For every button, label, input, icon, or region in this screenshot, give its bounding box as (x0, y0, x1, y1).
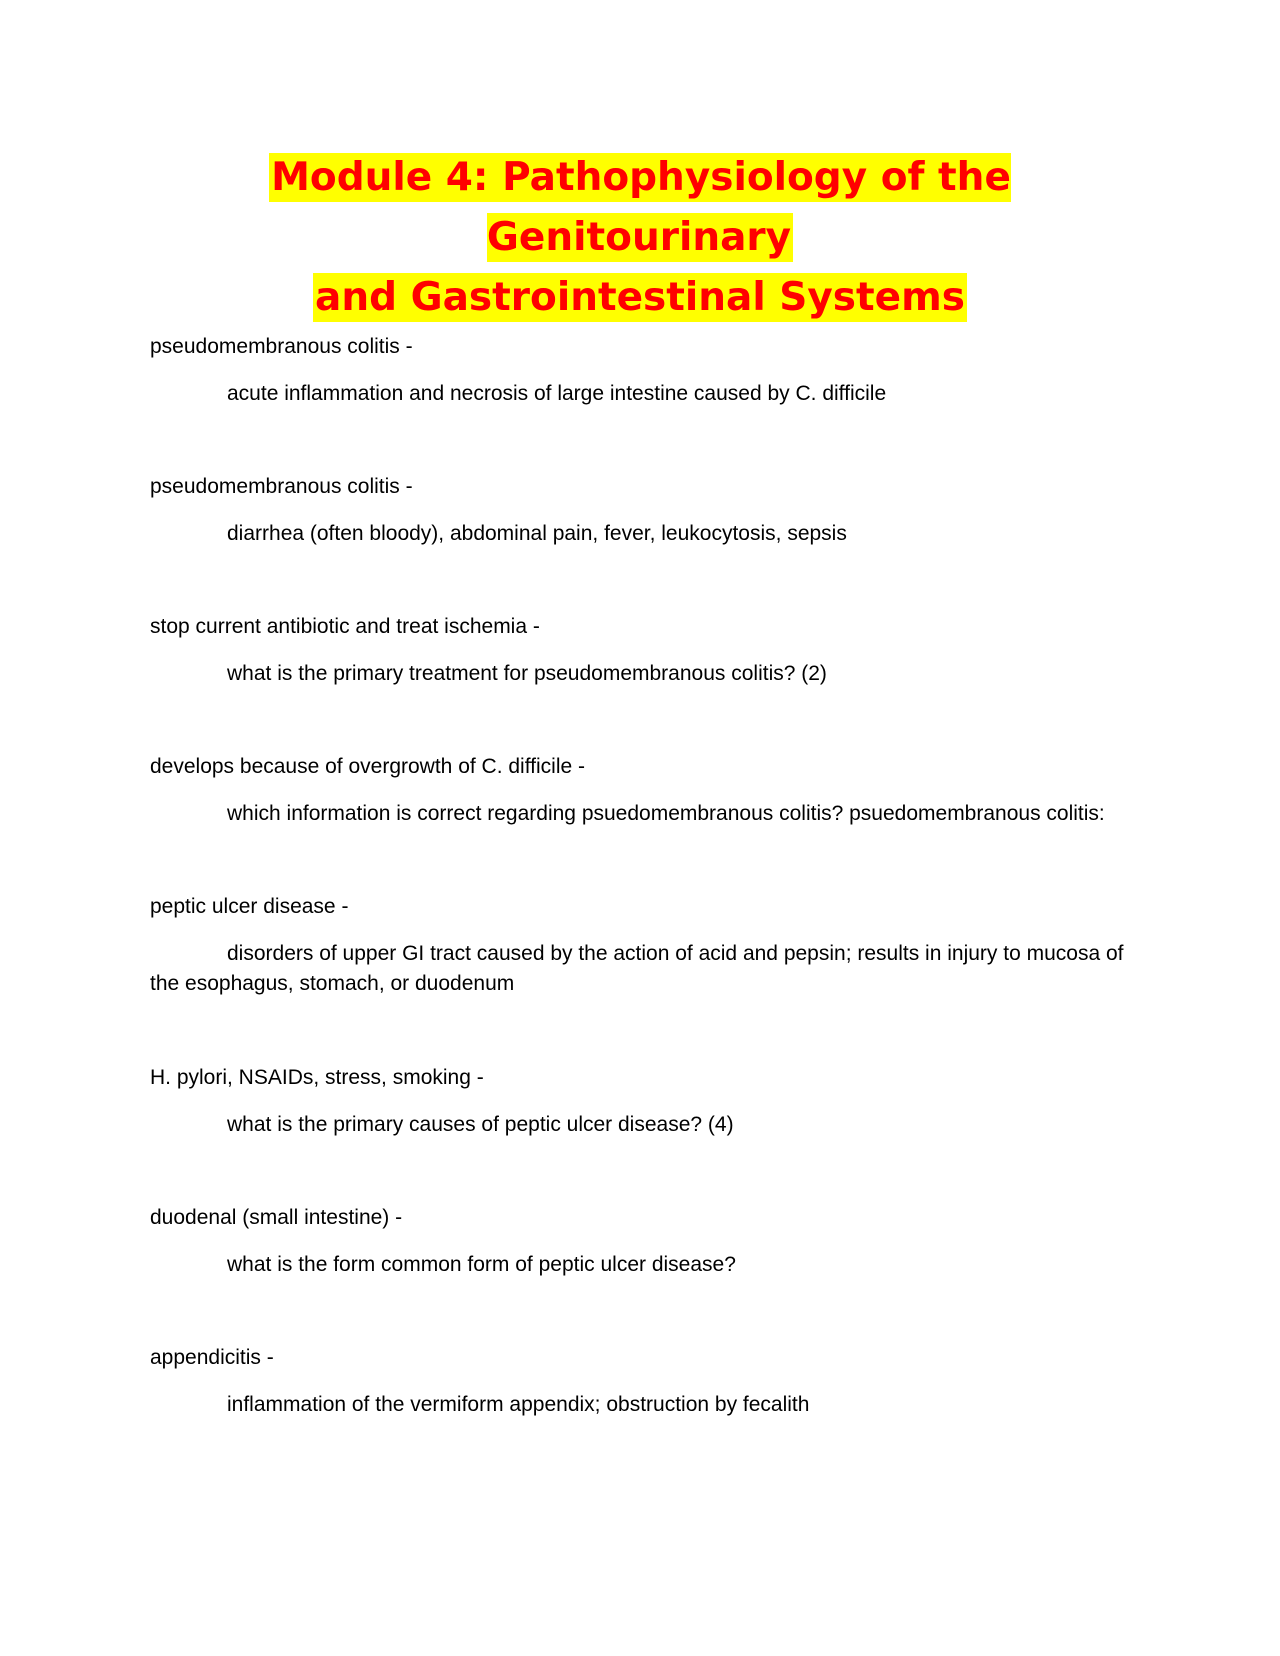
entry-term: peptic ulcer disease - (150, 895, 349, 918)
entry-term: pseudomembranous colitis - (150, 335, 413, 358)
entry-definition: what is the primary treatment for pseudomembranous colitis? (2) (227, 662, 827, 685)
flashcard-entry (150, 1063, 1130, 1203)
flashcard-entry (150, 472, 1130, 612)
entry-definition: acute inflammation and necrosis of large intestine caused by C. difficile (227, 382, 887, 405)
entry-term: stop current antibiotic and treat ischemia - (150, 615, 540, 638)
flashcard-entry (150, 752, 1130, 892)
page-title (120, 148, 1160, 328)
entry-definition: which information is correct regarding psuedomembranous colitis? psuedomembranous colitis: (227, 802, 1105, 825)
title-line-2: and Gastrointestinal Systems (315, 275, 965, 320)
flashcard-list (150, 332, 1130, 1483)
entry-term: pseudomembranous colitis - (150, 475, 413, 498)
entry-definition: disorders of upper GI tract caused by the action of acid and pepsin; results in injury to mucosa of the esophagus, stomach, or duodenum (150, 942, 1124, 995)
flashcard-entry (150, 1203, 1130, 1343)
entry-term: duodenal (small intestine) - (150, 1206, 403, 1229)
entry-term: H. pylori, NSAIDs, stress, smoking - (150, 1066, 484, 1089)
entry-definition: what is the form common form of peptic ulcer disease? (227, 1253, 736, 1276)
entry-definition: inflammation of the vermiform appendix; obstruction by fecalith (227, 1393, 810, 1416)
entry-definition: diarrhea (often bloody), abdominal pain, fever, leukocytosis, sepsis (227, 522, 847, 545)
entry-definition: what is the primary causes of peptic ulcer disease? (4) (227, 1113, 734, 1136)
flashcard-entry (150, 892, 1130, 1063)
title-line-1: Module 4: Pathophysiology of the Genitourinary (271, 155, 1011, 260)
entry-term: develops because of overgrowth of C. difficile - (150, 755, 586, 778)
entry-term: appendicitis - (150, 1346, 274, 1369)
flashcard-entry (150, 332, 1130, 472)
flashcard-entry (150, 1343, 1130, 1483)
flashcard-entry (150, 612, 1130, 752)
